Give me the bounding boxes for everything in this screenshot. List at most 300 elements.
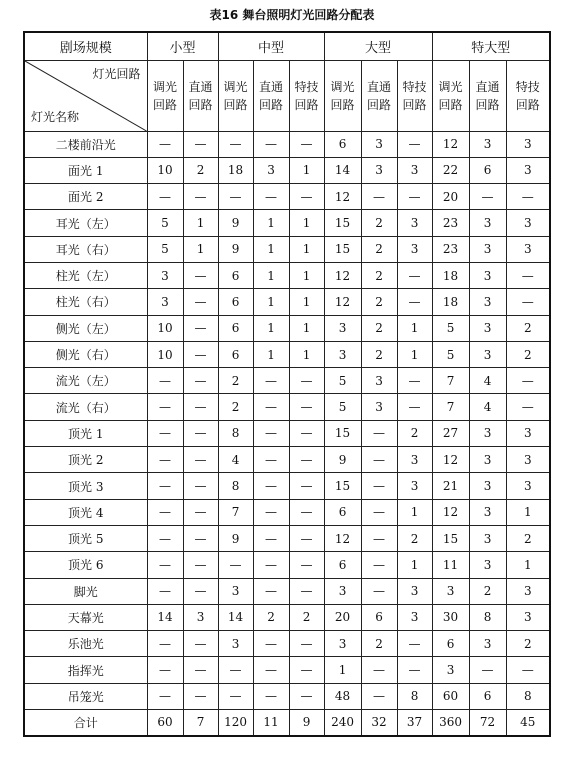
circuit-count-cell: 2 <box>506 341 550 367</box>
table-row <box>24 420 550 446</box>
circuit-count-cell: 9 <box>324 447 361 473</box>
table-row <box>24 341 550 367</box>
table-row <box>24 631 550 657</box>
circuit-header-line: 调光 <box>330 79 355 94</box>
circuit-count-cell: 3 <box>432 657 469 683</box>
circuit-count-cell: — <box>506 368 550 394</box>
circuit-count-cell: — <box>253 657 289 683</box>
group-extra-large: 特大型 <box>432 32 550 60</box>
circuit-count-cell: 3 <box>469 420 506 446</box>
circuit-count-cell: — <box>289 420 324 446</box>
circuit-count-cell: 6 <box>469 157 506 183</box>
circuit-header-line: 直通 <box>259 79 284 94</box>
circuit-count-cell: — <box>183 552 218 578</box>
circuit-count-cell: 4 <box>469 368 506 394</box>
circuit-count-cell: — <box>147 473 183 499</box>
circuit-count-cell: 10 <box>147 157 183 183</box>
circuit-count-cell: 23 <box>432 236 469 262</box>
circuit-count-cell: 1 <box>289 262 324 288</box>
circuit-count-cell: 3 <box>253 157 289 183</box>
circuit-count-cell: 12 <box>324 289 361 315</box>
circuit-count-cell: 2 <box>218 394 253 420</box>
circuit-count-cell: — <box>183 525 218 551</box>
circuit-header-line: 回路 <box>475 97 500 112</box>
circuit-count-cell: 3 <box>469 473 506 499</box>
circuit-count-cell: — <box>183 184 218 210</box>
circuit-count-cell: 2 <box>361 210 397 236</box>
circuit-count-cell: 3 <box>469 262 506 288</box>
circuit-count-cell: 18 <box>218 157 253 183</box>
circuit-count-cell: 18 <box>432 289 469 315</box>
circuit-count-cell: 3 <box>469 552 506 578</box>
light-name: 吊笼光 <box>24 683 147 709</box>
circuit-count-cell: 23 <box>432 210 469 236</box>
circuit-count-cell: 1 <box>183 210 218 236</box>
circuit-count-cell: 15 <box>432 525 469 551</box>
circuit-count-cell: 12 <box>432 499 469 525</box>
circuit-count-cell: 2 <box>506 315 550 341</box>
circuit-count-cell: — <box>147 499 183 525</box>
light-name: 乐池光 <box>24 631 147 657</box>
circuit-count-cell: — <box>361 683 397 709</box>
circuit-count-cell: — <box>183 315 218 341</box>
circuit-count-cell: 14 <box>324 157 361 183</box>
circuit-count-cell: 3 <box>506 604 550 630</box>
circuit-count-cell: 1 <box>253 236 289 262</box>
circuit-count-cell: — <box>397 657 432 683</box>
circuit-count-cell: — <box>183 578 218 604</box>
circuit-count-cell: 15 <box>324 420 361 446</box>
circuit-count-cell: 3 <box>397 210 432 236</box>
circuit-count-cell: 6 <box>324 131 361 157</box>
circuit-count-cell: 1 <box>253 262 289 288</box>
circuit-count-cell: 2 <box>506 525 550 551</box>
circuit-count-cell: 8 <box>218 420 253 446</box>
table-row <box>24 657 550 683</box>
circuit-count-cell: 3 <box>324 631 361 657</box>
circuit-count-cell: 2 <box>218 368 253 394</box>
circuit-header-line: 回路 <box>152 97 177 112</box>
circuit-count-cell: — <box>289 657 324 683</box>
circuit-count-cell: — <box>506 289 550 315</box>
circuit-count-cell: 2 <box>361 315 397 341</box>
circuit-count-cell: — <box>506 184 550 210</box>
circuit-count-cell: 6 <box>432 631 469 657</box>
circuit-count-cell: — <box>147 447 183 473</box>
circuit-count-cell: 6 <box>469 683 506 709</box>
table-row <box>24 552 550 578</box>
circuit-header-line: 调光 <box>438 79 463 94</box>
circuit-count-cell: 360 <box>432 710 469 736</box>
light-name: 天幕光 <box>24 604 147 630</box>
circuit-header-line: 回路 <box>223 97 248 112</box>
table-row <box>24 710 550 736</box>
circuit-count-cell: 2 <box>361 341 397 367</box>
circuit-count-cell: — <box>361 184 397 210</box>
circuit-count-cell: 3 <box>469 236 506 262</box>
circuit-count-cell: — <box>183 657 218 683</box>
circuit-count-cell: 45 <box>506 710 550 736</box>
light-name: 指挥光 <box>24 657 147 683</box>
circuit-count-cell: — <box>218 683 253 709</box>
circuit-count-cell: — <box>361 420 397 446</box>
circuit-count-cell: — <box>289 473 324 499</box>
circuit-count-cell: — <box>361 473 397 499</box>
circuit-count-cell: 10 <box>147 315 183 341</box>
circuit-count-cell: 9 <box>218 236 253 262</box>
circuit-header <box>397 60 432 131</box>
circuit-count-cell: 3 <box>183 604 218 630</box>
circuit-count-cell: 3 <box>397 604 432 630</box>
circuit-count-cell: — <box>397 289 432 315</box>
circuit-header <box>253 60 289 131</box>
table-row <box>24 368 550 394</box>
circuit-count-cell: — <box>147 184 183 210</box>
light-name: 脚光 <box>24 578 147 604</box>
circuit-count-cell: 3 <box>469 631 506 657</box>
circuit-count-cell: 3 <box>397 157 432 183</box>
circuit-count-cell: — <box>506 657 550 683</box>
circuit-count-cell: — <box>218 552 253 578</box>
circuit-count-cell: 2 <box>253 604 289 630</box>
circuit-count-cell: 5 <box>324 368 361 394</box>
circuit-count-cell: 1 <box>253 210 289 236</box>
circuit-count-cell: 22 <box>432 157 469 183</box>
circuit-count-cell: 12 <box>324 262 361 288</box>
circuit-count-cell: 3 <box>218 631 253 657</box>
circuit-count-cell: — <box>183 499 218 525</box>
circuit-count-cell: 30 <box>432 604 469 630</box>
light-name: 面光 2 <box>24 184 147 210</box>
circuit-header-line: 回路 <box>330 97 355 112</box>
circuit-count-cell: 3 <box>506 210 550 236</box>
circuit-count-cell: 1 <box>289 236 324 262</box>
table-row <box>24 210 550 236</box>
table-row <box>24 604 550 630</box>
circuit-count-cell: 1 <box>324 657 361 683</box>
circuit-count-cell: 10 <box>147 341 183 367</box>
circuit-count-cell: — <box>218 657 253 683</box>
circuit-count-cell: — <box>253 552 289 578</box>
circuit-count-cell: 6 <box>218 341 253 367</box>
circuit-count-cell: — <box>289 631 324 657</box>
circuit-count-cell: 3 <box>469 499 506 525</box>
circuit-count-cell: — <box>289 578 324 604</box>
circuit-count-cell: 2 <box>397 420 432 446</box>
circuit-count-cell: — <box>253 525 289 551</box>
circuit-count-cell: 15 <box>324 473 361 499</box>
circuit-count-cell: 3 <box>469 525 506 551</box>
circuit-count-cell: 2 <box>361 236 397 262</box>
table-row <box>24 525 550 551</box>
circuit-count-cell: 2 <box>289 604 324 630</box>
circuit-count-cell: — <box>147 552 183 578</box>
circuit-count-cell: — <box>147 525 183 551</box>
circuit-count-cell: — <box>253 420 289 446</box>
circuit-count-cell: 1 <box>253 341 289 367</box>
circuit-count-cell: — <box>361 499 397 525</box>
light-name: 流光（左） <box>24 368 147 394</box>
circuit-count-cell: 3 <box>506 447 550 473</box>
table-row <box>24 473 550 499</box>
light-name: 顶光 5 <box>24 525 147 551</box>
circuit-count-cell: — <box>253 499 289 525</box>
circuit-count-cell: — <box>289 552 324 578</box>
circuit-count-cell: 3 <box>469 315 506 341</box>
circuit-count-cell: 5 <box>432 341 469 367</box>
circuit-count-cell: 2 <box>506 631 550 657</box>
circuit-count-cell: 3 <box>469 131 506 157</box>
lighting-circuit-table <box>23 31 551 737</box>
circuit-count-cell: 3 <box>397 447 432 473</box>
circuit-count-cell: 1 <box>289 315 324 341</box>
circuit-count-cell: — <box>361 578 397 604</box>
circuit-count-cell: 1 <box>253 315 289 341</box>
circuit-count-cell: — <box>397 262 432 288</box>
circuit-count-cell: — <box>183 420 218 446</box>
diagonal-bottom-label: 灯光名称 <box>31 109 80 124</box>
circuit-header-line: 特技 <box>515 79 540 94</box>
circuit-header-line: 回路 <box>438 97 463 112</box>
circuit-count-cell: 20 <box>324 604 361 630</box>
circuit-count-cell: — <box>147 394 183 420</box>
light-name: 二楼前沿光 <box>24 131 147 157</box>
diagonal-top-label: 灯光回路 <box>92 66 141 81</box>
light-name: 顶光 3 <box>24 473 147 499</box>
light-name: 侧光（左） <box>24 315 147 341</box>
circuit-count-cell: 1 <box>289 289 324 315</box>
circuit-header-line: 回路 <box>188 97 213 112</box>
circuit-count-cell: 60 <box>432 683 469 709</box>
circuit-count-cell: 3 <box>469 341 506 367</box>
table-row <box>24 262 550 288</box>
circuit-count-cell: — <box>253 368 289 394</box>
circuit-count-cell: 3 <box>397 578 432 604</box>
circuit-count-cell: 2 <box>361 289 397 315</box>
circuit-header-line: 调光 <box>223 79 248 94</box>
circuit-count-cell: 18 <box>432 262 469 288</box>
circuit-count-cell: 8 <box>218 473 253 499</box>
light-name: 顶光 4 <box>24 499 147 525</box>
circuit-count-cell: 7 <box>432 368 469 394</box>
circuit-count-cell: 6 <box>218 262 253 288</box>
circuit-header-line: 回路 <box>367 97 392 112</box>
circuit-count-cell: 11 <box>253 710 289 736</box>
circuit-count-cell: 15 <box>324 210 361 236</box>
circuit-header-line: 回路 <box>402 97 427 112</box>
group-large: 大型 <box>324 32 432 60</box>
circuit-count-cell: — <box>183 447 218 473</box>
circuit-count-cell: 1 <box>289 210 324 236</box>
circuit-count-cell: 2 <box>361 631 397 657</box>
circuit-count-cell: — <box>218 184 253 210</box>
circuit-count-cell: — <box>253 131 289 157</box>
circuit-count-cell: — <box>361 657 397 683</box>
circuit-count-cell: — <box>506 394 550 420</box>
circuit-count-cell: 1 <box>506 499 550 525</box>
circuit-count-cell: 1 <box>397 499 432 525</box>
circuit-count-cell: — <box>397 184 432 210</box>
circuit-count-cell: 9 <box>218 525 253 551</box>
circuit-header <box>469 60 506 131</box>
table-row <box>24 315 550 341</box>
group-small: 小型 <box>147 32 218 60</box>
circuit-count-cell: 3 <box>506 236 550 262</box>
circuit-count-cell: 5 <box>147 210 183 236</box>
circuit-count-cell: — <box>469 184 506 210</box>
circuit-count-cell: — <box>147 578 183 604</box>
circuit-count-cell: 3 <box>506 420 550 446</box>
circuit-count-cell: — <box>361 525 397 551</box>
circuit-count-cell: 1 <box>506 552 550 578</box>
circuit-count-cell: — <box>397 368 432 394</box>
circuit-count-cell: — <box>147 420 183 446</box>
circuit-count-cell: 1 <box>397 341 432 367</box>
circuit-count-cell: 3 <box>324 578 361 604</box>
circuit-count-cell: 21 <box>432 473 469 499</box>
light-name: 顶光 1 <box>24 420 147 446</box>
circuit-count-cell: 3 <box>147 289 183 315</box>
circuit-count-cell: 12 <box>432 131 469 157</box>
light-name: 耳光（右） <box>24 236 147 262</box>
circuit-count-cell: 3 <box>506 473 550 499</box>
light-name: 侧光（右） <box>24 341 147 367</box>
circuit-count-cell: — <box>289 131 324 157</box>
diagonal-header-cell <box>24 60 147 131</box>
circuit-header <box>147 60 183 131</box>
circuit-count-cell: — <box>183 289 218 315</box>
circuit-count-cell: — <box>147 368 183 394</box>
circuit-count-cell: 6 <box>324 499 361 525</box>
table-row <box>24 289 550 315</box>
circuit-count-cell: 2 <box>469 578 506 604</box>
light-name: 流光（右） <box>24 394 147 420</box>
circuit-count-cell: — <box>147 683 183 709</box>
circuit-count-cell: 3 <box>506 578 550 604</box>
circuit-header-line: 特技 <box>294 79 319 94</box>
light-name: 合计 <box>24 710 147 736</box>
circuit-count-cell: 6 <box>218 315 253 341</box>
circuit-count-cell: — <box>397 394 432 420</box>
circuit-header-line: 调光 <box>152 79 177 94</box>
light-name: 柱光（左） <box>24 262 147 288</box>
circuit-count-cell: — <box>253 447 289 473</box>
circuit-header-line: 直通 <box>475 79 500 94</box>
circuit-count-cell: — <box>253 184 289 210</box>
circuit-count-cell: — <box>361 552 397 578</box>
circuit-count-cell: 3 <box>469 210 506 236</box>
circuit-count-cell: 2 <box>361 262 397 288</box>
circuit-count-cell: — <box>506 262 550 288</box>
table-body <box>24 131 550 736</box>
table-row <box>24 157 550 183</box>
circuit-count-cell: 3 <box>432 578 469 604</box>
circuit-count-cell: — <box>361 447 397 473</box>
circuit-count-cell: — <box>147 631 183 657</box>
circuit-count-cell: 12 <box>324 525 361 551</box>
circuit-count-cell: 32 <box>361 710 397 736</box>
circuit-count-cell: 3 <box>361 394 397 420</box>
circuit-count-cell: 9 <box>218 210 253 236</box>
table-row <box>24 131 550 157</box>
circuit-count-cell: — <box>253 473 289 499</box>
circuit-header-line: 直通 <box>188 79 213 94</box>
circuit-count-cell: — <box>397 631 432 657</box>
light-name: 耳光（左） <box>24 210 147 236</box>
circuit-count-cell: 6 <box>218 289 253 315</box>
circuit-header-line: 回路 <box>294 97 319 112</box>
circuit-count-cell: 5 <box>324 394 361 420</box>
circuit-count-cell: 1 <box>183 236 218 262</box>
table-row <box>24 578 550 604</box>
circuit-count-cell: 3 <box>361 157 397 183</box>
circuit-header <box>324 60 361 131</box>
circuit-count-cell: — <box>183 262 218 288</box>
circuit-count-cell: 27 <box>432 420 469 446</box>
circuit-count-cell: — <box>289 525 324 551</box>
circuit-count-cell: 7 <box>183 710 218 736</box>
circuit-header-line: 特技 <box>402 79 427 94</box>
circuit-count-cell: — <box>183 131 218 157</box>
circuit-count-cell: — <box>469 657 506 683</box>
circuit-count-cell: 4 <box>469 394 506 420</box>
circuit-header <box>218 60 253 131</box>
circuit-count-cell: — <box>183 631 218 657</box>
header-row-groups <box>24 32 550 60</box>
circuit-header-line: 直通 <box>367 79 392 94</box>
light-name: 顶光 6 <box>24 552 147 578</box>
circuit-count-cell: 12 <box>324 184 361 210</box>
circuit-count-cell: 3 <box>506 131 550 157</box>
circuit-count-cell: 3 <box>469 447 506 473</box>
circuit-count-cell: 1 <box>289 157 324 183</box>
circuit-count-cell: 3 <box>218 578 253 604</box>
table-row <box>24 184 550 210</box>
circuit-count-cell: 2 <box>183 157 218 183</box>
circuit-header <box>183 60 218 131</box>
circuit-count-cell: 3 <box>397 473 432 499</box>
circuit-count-cell: 7 <box>432 394 469 420</box>
circuit-count-cell: — <box>183 473 218 499</box>
circuit-count-cell: 48 <box>324 683 361 709</box>
circuit-header <box>361 60 397 131</box>
circuit-header-line: 回路 <box>515 97 540 112</box>
table-row <box>24 394 550 420</box>
circuit-count-cell: 1 <box>397 315 432 341</box>
circuit-count-cell: 3 <box>469 289 506 315</box>
circuit-count-cell: 3 <box>361 131 397 157</box>
circuit-count-cell: — <box>253 631 289 657</box>
circuit-count-cell: 1 <box>253 289 289 315</box>
circuit-count-cell: — <box>147 657 183 683</box>
circuit-count-cell: 6 <box>361 604 397 630</box>
circuit-count-cell: 4 <box>218 447 253 473</box>
circuit-count-cell: 37 <box>397 710 432 736</box>
circuit-count-cell: 3 <box>147 262 183 288</box>
circuit-count-cell: 14 <box>147 604 183 630</box>
circuit-count-cell: 12 <box>432 447 469 473</box>
circuit-header <box>506 60 550 131</box>
circuit-count-cell: 3 <box>397 236 432 262</box>
circuit-count-cell: 11 <box>432 552 469 578</box>
circuit-count-cell: — <box>289 184 324 210</box>
circuit-count-cell: 3 <box>324 315 361 341</box>
light-name: 面光 1 <box>24 157 147 183</box>
header-row-circuits <box>24 60 550 131</box>
table-title: 表16 舞台照明灯光回路分配表 <box>209 8 375 22</box>
table-row <box>24 236 550 262</box>
light-name: 顶光 2 <box>24 447 147 473</box>
